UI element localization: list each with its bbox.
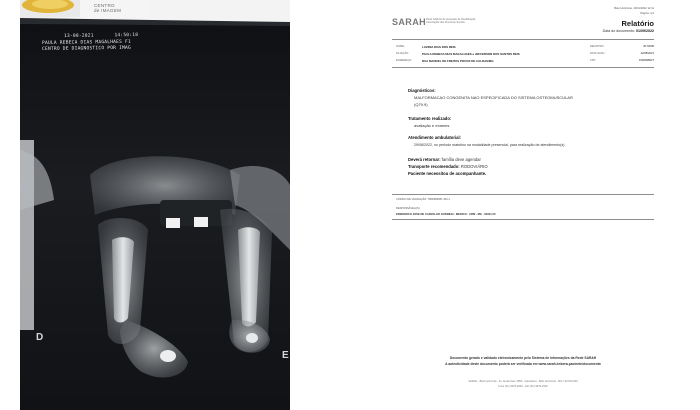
xray-patient-line: PAULA REBECA DIAS MAGALHAES F1: [41, 39, 132, 46]
transporte-row: [408, 164, 488, 169]
tratamento-label-text: Tratamento realizado:: [408, 116, 452, 121]
endereco-value: RUA MANOEL DE FREITAS POCOS DE CALDAS/MG: [422, 59, 494, 63]
atendimento-label-text: Atendimento ambulatorial:: [408, 135, 462, 140]
nasc-value: 12/08/2021: [640, 52, 654, 55]
tratamento-value: avaliação e exames: [414, 123, 450, 128]
document-date-label: Data do documento:: [602, 29, 635, 33]
brand-logo: SARAH: [392, 17, 427, 27]
xray-image: [20, 0, 290, 410]
xray-stamp-line2: de IMAGEM: [94, 8, 122, 14]
atendimento-label: [408, 135, 461, 140]
atendimento-value: 29/08/2022, no período matutino na modalidade presencial, para realização de atendimento(s): [414, 143, 565, 147]
place-date: Belo Horizonte, 29/11/2022 12:11: [614, 7, 654, 10]
diagnostico-label-text: Diagnósticos:: [408, 88, 436, 93]
brand-subtitle: [426, 18, 475, 24]
responsavel-label: RESPONSÁVEL(IS):: [396, 207, 421, 210]
document-date: [603, 29, 654, 33]
footer-address1: SARAH - Belo Horizonte - Av. Amazonas, 5953 - Gameleira - Belo Horizonte - MG / 30.510-000: [468, 380, 578, 383]
nasc-label: DATA NASC.:: [590, 52, 606, 55]
validation-divider: [392, 194, 654, 195]
transporte-value: RODOVIÁRIO: [460, 164, 488, 169]
footer-line1: Documento gerado e validado eletronicamente pelo Sistema de Informações da Rede SARAH: [449, 356, 597, 360]
diagnostico-code: (Q79.9): [414, 102, 428, 107]
xray-side-marker: D: [36, 332, 44, 343]
document-date-value: 01/09/2022: [636, 29, 654, 33]
xray-time: 14:50:18: [114, 32, 139, 39]
diagnostico-label: [408, 88, 436, 93]
acompanhante-text: Paciente necessitou de acompanhante.: [408, 171, 487, 176]
report-document: [392, 6, 654, 404]
retornar-label: Deverá retornar:: [408, 157, 441, 162]
responsavel-divider: [392, 219, 654, 220]
xray-right-marker: E: [282, 350, 289, 361]
tratamento-label: [408, 116, 451, 121]
brand-subtitle-line2: Associação das Pioneiras Sociais: [426, 21, 465, 25]
registro-label: REGISTRO:: [590, 45, 605, 48]
filiacao-value: PAULA REBECA DIAS MAGALHAES e JEFFERSON DOS SANTOS REIS: [422, 52, 520, 56]
footer-address2: Fone (31) 3379-2000 - Fax (31) 3379-2332: [498, 385, 548, 388]
header-divider: [392, 39, 654, 40]
acompanhante-row: [408, 171, 486, 176]
transporte-label: Transporte recomendado:: [408, 164, 460, 169]
page-number: Página: 1/1: [640, 12, 654, 15]
xray-center-line: CENTRO DE DIAGNOSTICO POR IMAG: [41, 45, 132, 52]
xray-date: 13-08-2021: [63, 33, 94, 39]
codigo-validacao: CÓDIGO DE VALIDAÇÃO: 786D083581 343-1: [396, 198, 450, 201]
xray-header-date: [64, 33, 138, 39]
cpf-label: CPF:: [590, 59, 596, 62]
xray-photo: [20, 0, 290, 410]
diagnostico-value: MALFORMACAO CONGENITA NAO ESPECIFICADA DO SISTEMA OSTEOMUSCULAR: [414, 95, 573, 100]
endereco-label: ENDEREÇO:: [396, 59, 412, 62]
name-label: NOME:: [396, 45, 405, 48]
retornar-value: família deve agendar: [441, 157, 481, 162]
name-value: LAVINIA DIAS DOS REIS: [422, 45, 456, 49]
patient-divider: [392, 67, 654, 68]
retornar-row: [408, 157, 481, 162]
xray-stamp-line1: CENTRO: [94, 3, 115, 8]
cpf-value: 1566698627: [639, 59, 654, 62]
brand-subtitle-line1: Rede SARAH de Hospitais de Reabilitação: [426, 18, 476, 21]
filiacao-label: FILIAÇÃO:: [396, 52, 409, 55]
report-title: Relatório: [621, 19, 654, 28]
xray-stamp: [94, 3, 121, 13]
registro-value: 8172096: [643, 45, 654, 48]
footer-line2: A autenticidade deste documento poderá ser verificada em www.sarah.br/area-paciente/documento: [445, 362, 601, 366]
responsavel-value: FREDERICO JOSE DE CARVALHO GODINHO - MEDICO - CRM - MG - 60341.00: [396, 213, 496, 216]
